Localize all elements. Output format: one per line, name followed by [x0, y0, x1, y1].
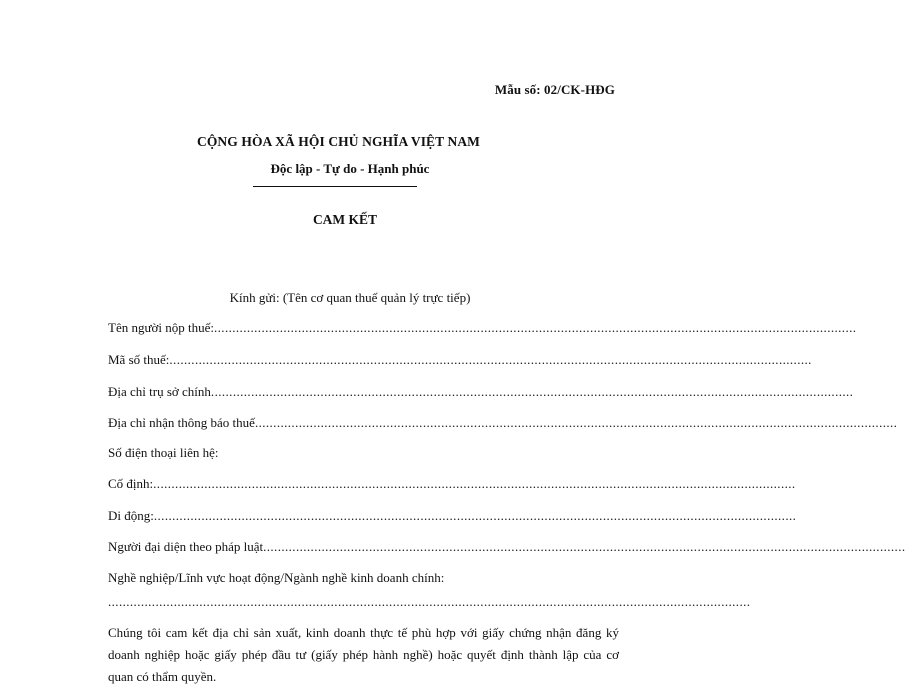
field-mobile: [108, 508, 797, 524]
occupation-fill-dots: ................................................................................................................................................................................: [108, 594, 751, 609]
field-label: Mã số thuế:: [108, 352, 170, 367]
field-label: Cố định:: [108, 476, 154, 491]
national-motto: Độc lập - Tự do - Hạnh phúc: [270, 161, 430, 176]
field-legal-representative: [108, 539, 906, 555]
form-code: Mẫu số: 02/CK-HĐG: [494, 82, 615, 97]
field-label: Nghề nghiệp/Lĩnh vực hoạt động/Ngành nghề kinh doanh chính:: [108, 570, 445, 585]
commitment-paragraph: Chúng tôi cam kết địa chỉ sản xuất, kinh doanh thực tế phù hợp với giấy chứng nhận đăng ký doanh nghiệp hoặc giấy phép đầu tư (giấy phép hành nghề) hoặc quyết định thành lập của cơ quan có thẩm quyền.: [108, 625, 619, 684]
field-label: Địa chỉ trụ sở chính: [108, 384, 211, 399]
field-label: Số điện thoại liên hệ:: [108, 445, 219, 460]
fill-dots: ................................................................................................................................................................................: [254, 415, 898, 430]
field-label: Tên người nộp thuế:: [108, 320, 214, 335]
fill-dots: ................................................................................................................................................................................: [169, 352, 812, 367]
field-tax-code: [108, 352, 812, 368]
field-occupation: [108, 570, 617, 586]
recipient-line: Kính gửi: (Tên cơ quan thuế quản lý trực tiếp): [229, 290, 471, 305]
field-head-office-address: [108, 384, 854, 400]
motto-underline: [253, 186, 417, 187]
field-label: Địa chỉ nhận thông báo thuế: [108, 415, 255, 430]
field-label: Người đại diện theo pháp luật: [108, 539, 264, 554]
fill-dots: ................................................................................................................................................................................: [214, 320, 857, 335]
fill-dots: ................................................................................................................................................................................: [153, 476, 796, 491]
document-title: CAM KẾT: [312, 212, 378, 227]
field-taxpayer-name: [108, 320, 857, 336]
field-label: Di động:: [108, 508, 154, 523]
field-landline: [108, 476, 796, 492]
field-phone-heading: [108, 445, 617, 461]
fill-dots: ................................................................................................................................................................................: [210, 384, 854, 399]
national-title: CỘNG HÒA XÃ HỘI CHỦ NGHĨA VIỆT NAM: [196, 134, 481, 149]
fill-dots: ................................................................................................................................................................................: [263, 539, 906, 554]
field-notice-address: [108, 415, 898, 431]
fill-dots: ................................................................................................................................................................................: [153, 508, 797, 523]
